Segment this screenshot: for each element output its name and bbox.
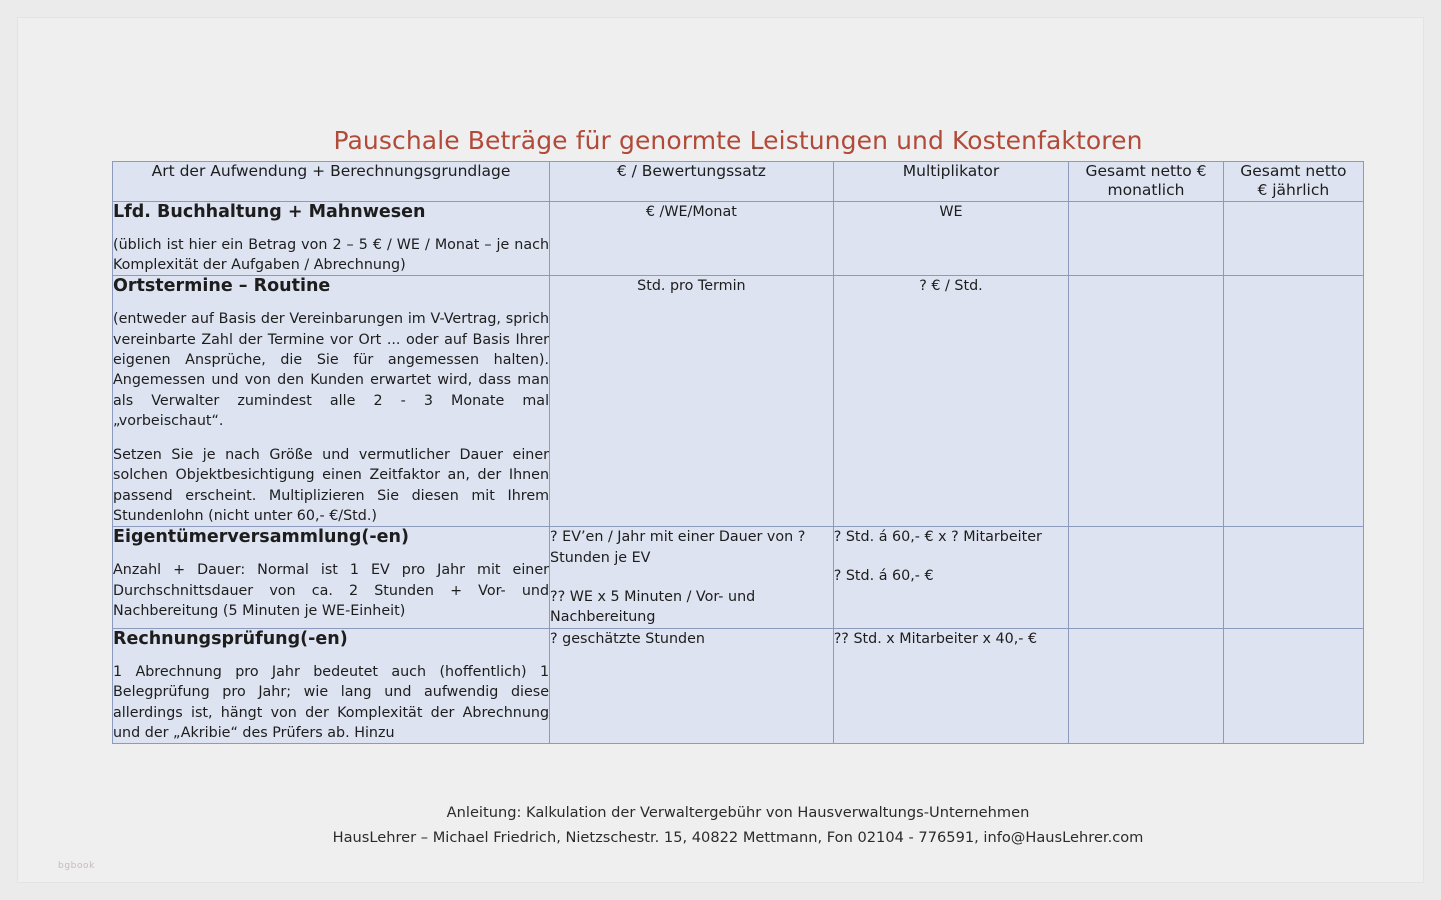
table-row (113, 201, 1364, 276)
document-sheet (17, 17, 1424, 883)
column-header-total-monthly (1069, 162, 1223, 202)
row-heading: Lfd. Buchhaltung + Mahnwesen (113, 201, 426, 222)
row-description: (üblich ist hier ein Betrag von 2 – 5 € / WE / Monat – je nach Komplexität der Aufgaben / Abrechnung) (113, 236, 550, 274)
row-heading: Eigentümerversammlung(-en) (113, 527, 409, 548)
row-rate-line: ? geschätzte Stunden (550, 631, 705, 648)
row-multiplier-line: ? € / Std. (919, 278, 983, 295)
row-description: (entweder auf Basis der Vereinbarungen im V-Vertrag, sprich vereinbarte Zahl der Termine vor Ort ... oder auf Basis Ihrer eigenen Ansprüche, die Sie für angemessen halten). Angemessen und von den Kunden erwartet wird, dass man als Verwalter zumindest alle 2 - 3 Monate mal „vorbeischaut“. (113, 311, 550, 429)
column-header-total-yearly-line1: Gesamt netto (1240, 162, 1347, 180)
watermark: bgbook (58, 861, 95, 871)
row-expense-type (113, 201, 550, 276)
row-rate-line: Std. pro Termin (637, 278, 746, 295)
row-multiplier (833, 527, 1069, 629)
row-total-monthly[interactable] (1069, 201, 1223, 276)
row-multiplier-line: WE (939, 203, 963, 220)
column-header-total-yearly (1223, 162, 1363, 202)
row-multiplier (833, 276, 1069, 527)
row-expense-type (113, 629, 550, 744)
row-total-yearly[interactable] (1223, 527, 1363, 629)
footer-line-1: Anleitung: Kalkulation der Verwaltergebühr von Hausverwaltungs-Unternehmen (446, 804, 1030, 821)
document-footer (112, 802, 1364, 849)
row-rate-line: ? EV’en / Jahr mit einer Dauer von ? Stunden je EV (550, 529, 806, 567)
row-description: Anzahl + Dauer: Normal ist 1 EV pro Jahr mit einer Durchschnittsdauer von ca. 2 Stunden + Vor- und Nachbereitung (5 Minuten je WE-Einheit) (113, 562, 550, 619)
row-expense-type (113, 527, 550, 629)
table-row (113, 276, 1364, 527)
row-total-monthly[interactable] (1069, 629, 1223, 744)
column-header-total-monthly-line2: monatlich (1107, 181, 1185, 200)
row-rate (550, 276, 834, 527)
row-heading: Rechnungsprüfung(-en) (113, 629, 348, 650)
row-multiplier-line: ? Std. á 60,- € x ? Mitarbeiter (833, 529, 1042, 546)
page-title: Pauschale Beträge für genormte Leistungen und Kostenfaktoren (333, 126, 1143, 155)
column-header-expense-type: Art der Aufwendung + Berechnungsgrundlage (113, 162, 550, 202)
row-multiplier (833, 201, 1069, 276)
row-rate (550, 527, 834, 629)
row-total-yearly[interactable] (1223, 201, 1363, 276)
row-multiplier (833, 629, 1069, 744)
column-header-rate: € / Bewertungssatz (550, 162, 834, 202)
row-rate (550, 629, 834, 744)
row-rate-line-2: ?? WE x 5 Minuten / Vor- und Nachbereitung (550, 588, 756, 626)
row-expense-type (113, 276, 550, 527)
table-header-row (113, 162, 1364, 202)
row-multiplier-line-2: ? Std. á 60,- € (833, 568, 934, 585)
row-rate-line: € /WE/Monat (645, 203, 737, 220)
row-rate (550, 201, 834, 276)
table-row (113, 527, 1364, 629)
table-row (113, 629, 1364, 744)
row-total-yearly[interactable] (1223, 629, 1363, 744)
cost-factors-table (112, 161, 1364, 744)
row-multiplier-line: ?? Std. x Mitarbeiter x 40,- € (833, 631, 1038, 648)
column-header-multiplier: Multiplikator (833, 162, 1069, 202)
footer-line-2: HausLehrer – Michael Friedrich, Nietzschestr. 15, 40822 Mettmann, Fon 02104 - 776591, info@HausLehrer.com (332, 828, 1144, 846)
column-header-total-yearly-line2: € jährlich (1257, 181, 1330, 200)
row-description: 1 Abrechnung pro Jahr bedeutet auch (hoffentlich) 1 Belegprüfung pro Jahr; wie lang und aufwendig diese allerdings ist, hängt von der Komplexität der Abrechnung und der „Akribie“ des Prüfers ab. Hinzu (113, 664, 550, 742)
row-description-2: Setzen Sie je nach Größe und vermutlicher Dauer einer solchen Objektbesichtigung einen Zeitfaktor an, der Ihnen passend erscheint. Multiplizieren Sie diesen mit Ihrem Stundenlohn (nicht unter 60,- €/Std.) (113, 447, 550, 525)
row-heading: Ortstermine – Routine (113, 276, 331, 297)
row-total-yearly[interactable] (1223, 276, 1363, 527)
column-header-total-monthly-line1: Gesamt netto € (1085, 162, 1207, 180)
row-total-monthly[interactable] (1069, 527, 1223, 629)
row-total-monthly[interactable] (1069, 276, 1223, 527)
